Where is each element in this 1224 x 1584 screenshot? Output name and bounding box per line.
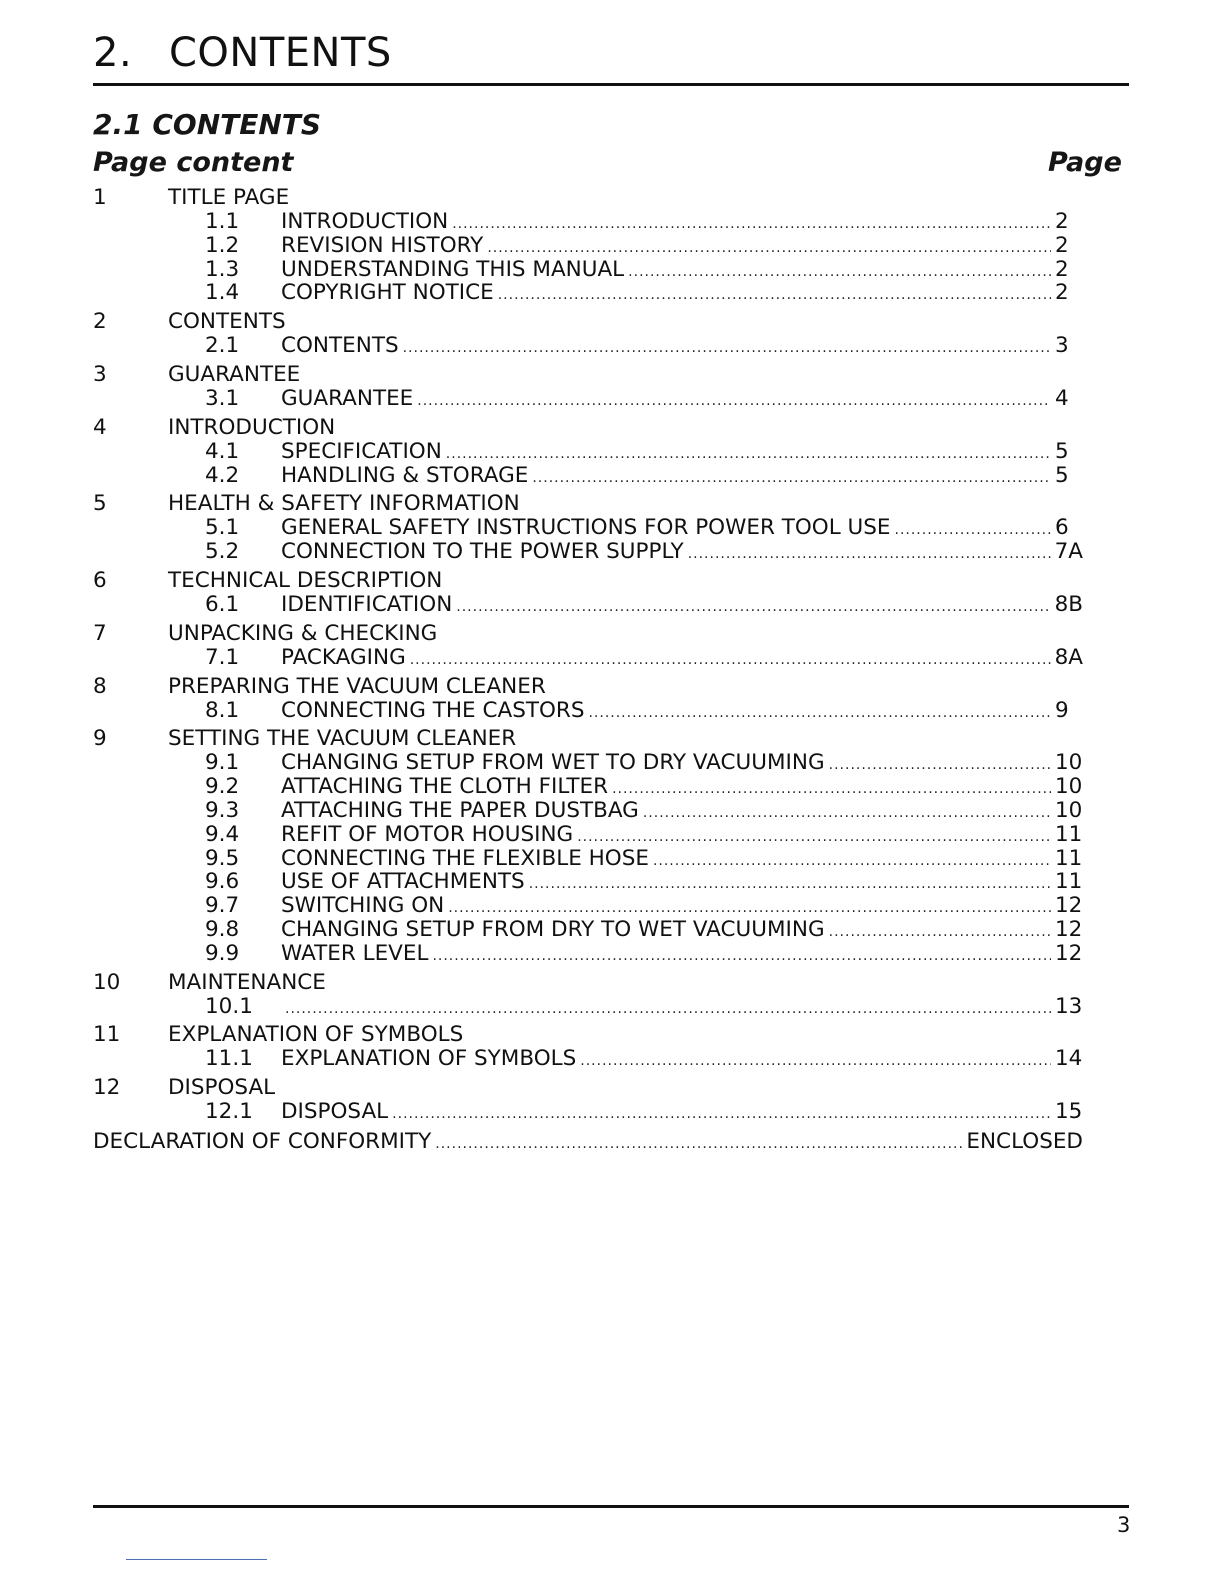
toc-chapter-title: SETTING THE VACUUM CLEANER	[168, 726, 517, 752]
toc-chapter-heading[interactable]	[93, 727, 1083, 751]
toc-chapter-heading[interactable]	[93, 310, 1083, 334]
toc-chapter-number: 10	[93, 969, 121, 995]
dot-leader	[498, 284, 1051, 308]
toc-entry-number: 5.1	[205, 515, 240, 541]
toc-entry[interactable]	[93, 775, 1083, 799]
toc-entry-title: REVISION HISTORY	[281, 232, 484, 258]
toc-entry-page: 2	[1055, 209, 1069, 234]
toc-entry-page: 11	[1055, 869, 1083, 895]
toc-entry-page: 6	[1055, 515, 1069, 541]
toc-entry-title: SWITCHING ON	[281, 893, 445, 919]
toc-declaration[interactable]	[93, 1129, 1083, 1155]
toc-entry[interactable]	[93, 540, 1083, 564]
toc-entry-number: 6.1	[205, 591, 240, 617]
toc-entry-page: 2	[1055, 256, 1069, 282]
toc-chapter-heading[interactable]	[93, 569, 1083, 593]
toc-chapter-heading[interactable]	[93, 363, 1083, 387]
dot-leader	[417, 390, 1051, 414]
dot-leader	[653, 850, 1051, 874]
toc-entry[interactable]	[93, 942, 1083, 966]
toc-subsection-list	[93, 995, 1083, 1019]
toc-entry-number: 4.1	[205, 438, 240, 464]
toc-entry-number: 9.2	[205, 774, 240, 800]
toc-chapter	[93, 186, 1083, 305]
dot-leader	[829, 754, 1051, 778]
toc-chapter	[93, 622, 1083, 670]
toc-chapter-title: GUARANTEE	[168, 361, 301, 387]
dot-leader	[829, 921, 1051, 945]
toc-chapter-heading[interactable]	[93, 492, 1083, 516]
toc-chapter-number: 11	[93, 1022, 121, 1048]
declaration-page: ENCLOSED	[966, 1128, 1083, 1154]
toc-entry[interactable]	[93, 210, 1083, 234]
dot-leader	[452, 213, 1051, 237]
toc-entry-number: 9.7	[205, 893, 240, 919]
toc-entry-page: 10	[1055, 750, 1083, 776]
toc-entry-number: 1.3	[205, 256, 240, 282]
page-number: 3	[1117, 1513, 1131, 1537]
toc-chapter-number: 2	[93, 309, 107, 335]
dot-leader	[588, 702, 1051, 726]
toc-entry-title: ATTACHING THE CLOTH FILTER	[281, 774, 609, 800]
dot-leader	[529, 873, 1051, 897]
toc-chapter-title: TECHNICAL DESCRIPTION	[168, 567, 443, 593]
toc-entry-page: 3	[1055, 333, 1069, 359]
toc-entry-page: 12	[1055, 893, 1083, 919]
toc-entry-title: IDENTIFICATION	[281, 591, 453, 617]
toc-entry-page: 2	[1055, 280, 1069, 306]
toc-entry-number: 2.1	[205, 333, 240, 359]
toc-entry-title: EXPLANATION OF SYMBOLS	[281, 1046, 577, 1072]
toc-chapter-title: EXPLANATION OF SYMBOLS	[168, 1022, 464, 1048]
toc-entry-title: UNDERSTANDING THIS MANUAL	[281, 256, 625, 282]
toc-entry-number: 3.1	[205, 385, 240, 411]
toc-entry[interactable]	[93, 699, 1083, 723]
toc-chapter-title: MAINTENANCE	[168, 969, 326, 995]
toc-entry-title: CONNECTION TO THE POWER SUPPLY	[281, 539, 684, 565]
toc-chapter	[93, 492, 1083, 564]
column-header-content: Page content	[93, 147, 294, 178]
toc-entry-number: 8.1	[205, 697, 240, 723]
toc-chapter	[93, 310, 1083, 358]
toc-chapter-heading[interactable]	[93, 416, 1083, 440]
top-divider	[93, 83, 1129, 86]
toc-entry-number: 9.1	[205, 750, 240, 776]
toc-entry[interactable]	[93, 258, 1083, 282]
toc-entry[interactable]	[93, 1047, 1083, 1071]
toc-entry-page: 5	[1055, 438, 1069, 464]
toc-entry-page: 14	[1055, 1046, 1083, 1072]
dot-leader	[628, 261, 1051, 285]
toc-entry-title: PACKAGING	[281, 644, 406, 670]
toc-chapter	[93, 1076, 1083, 1124]
toc-subsection-list	[93, 387, 1083, 411]
toc-entry-page: 9	[1055, 697, 1069, 723]
toc-chapter	[93, 727, 1083, 965]
toc-chapter	[93, 1023, 1083, 1071]
toc-entry[interactable]	[93, 847, 1083, 871]
toc-entry-title: CHANGING SETUP FROM WET TO DRY VACUUMING	[281, 750, 825, 776]
toc-entry-title: USE OF ATTACHMENTS	[281, 869, 525, 895]
toc-chapter-number: 5	[93, 491, 107, 517]
chapter-number: 2.	[93, 30, 133, 76]
toc-entry-number: 9.5	[205, 845, 240, 871]
toc-chapter-heading[interactable]	[93, 186, 1083, 210]
toc-chapter-title: UNPACKING & CHECKING	[168, 620, 438, 646]
toc-entry-title: INTRODUCTION	[281, 209, 449, 234]
toc-entry-number: 10.1	[205, 993, 253, 1019]
toc-entry-number: 1.2	[205, 232, 240, 258]
toc-entry-number: 9.4	[205, 821, 240, 847]
footer-link-underline	[126, 1559, 267, 1560]
toc-chapter-title: PREPARING THE VACUUM CLEANER	[168, 673, 546, 699]
toc-entry-title: CONTENTS	[281, 333, 399, 359]
toc-entry-page: 11	[1055, 821, 1083, 847]
toc-entry-title: DISPOSAL	[281, 1099, 389, 1125]
chapter-title-text: CONTENTS	[169, 30, 392, 76]
toc-chapter	[93, 569, 1083, 617]
toc-entry-page: 2	[1055, 232, 1069, 258]
declaration-title: DECLARATION OF CONFORMITY	[93, 1128, 432, 1154]
toc-entry-title: GENERAL SAFETY INSTRUCTIONS FOR POWER TOOL USE	[281, 515, 891, 541]
toc-subsection-list	[93, 516, 1083, 564]
dot-leader	[895, 519, 1052, 543]
toc-entry-page: 12	[1055, 916, 1083, 942]
toc-entry[interactable]	[93, 593, 1083, 617]
toc-entry[interactable]	[93, 464, 1083, 488]
toc-entry-title: HANDLING & STORAGE	[281, 462, 529, 488]
toc-entry[interactable]	[93, 281, 1083, 305]
toc-entry-number: 12.1	[205, 1099, 253, 1125]
toc-subsection-list	[93, 440, 1083, 488]
toc-entry[interactable]	[93, 751, 1083, 775]
toc-entry-title: CHANGING SETUP FROM DRY TO WET VACUUMING	[281, 916, 825, 942]
toc-chapter-heading[interactable]	[93, 1076, 1083, 1100]
toc-entry-number: 4.2	[205, 462, 240, 488]
toc-entry-title: CONNECTING THE CASTORS	[281, 697, 585, 723]
toc-subsection-list	[93, 593, 1083, 617]
toc-subsection-list	[93, 210, 1083, 305]
section-title: 2.1 CONTENTS	[93, 108, 322, 141]
toc-chapter-title: INTRODUCTION	[168, 414, 336, 440]
toc-entry-number: 9.8	[205, 916, 240, 942]
toc-entry-number: 1.4	[205, 280, 240, 306]
toc-chapter	[93, 363, 1083, 411]
toc-entry[interactable]	[93, 1100, 1083, 1124]
toc-entry-page: 13	[1055, 993, 1083, 1019]
dot-leader	[446, 443, 1051, 467]
toc-entry[interactable]	[93, 823, 1083, 847]
dot-leader	[532, 467, 1051, 491]
toc-entry-page: 11	[1055, 845, 1083, 871]
toc-entry-page: 7A	[1054, 539, 1083, 565]
toc-chapter-title: HEALTH & SAFETY INFORMATION	[168, 491, 520, 517]
dot-leader	[435, 1131, 962, 1157]
toc-subsection-list	[93, 334, 1083, 358]
dot-leader	[392, 1103, 1051, 1127]
toc-chapter-title: CONTENTS	[168, 309, 286, 335]
toc-chapter-number: 3	[93, 361, 107, 387]
dot-leader	[643, 802, 1051, 826]
toc-entry[interactable]	[93, 918, 1083, 942]
toc-chapter	[93, 971, 1083, 1019]
toc-chapter-heading[interactable]	[93, 971, 1083, 995]
toc-chapter-title: DISPOSAL	[168, 1075, 276, 1101]
toc-entry-number: 9.6	[205, 869, 240, 895]
toc-entry-number: 9.9	[205, 940, 240, 966]
toc-subsection-list	[93, 1100, 1083, 1124]
toc-entry-title: REFIT OF MOTOR HOUSING	[281, 821, 574, 847]
toc-chapter-heading[interactable]	[93, 675, 1083, 699]
toc-entry-number: 7.1	[205, 644, 240, 670]
chapter-title	[93, 30, 392, 76]
toc-entry-title: WATER LEVEL	[281, 940, 429, 966]
dot-leader	[612, 778, 1051, 802]
toc-chapter-number: 1	[93, 185, 107, 210]
toc-chapter	[93, 675, 1083, 723]
dot-leader	[403, 337, 1051, 361]
column-header-page: Page	[1048, 147, 1122, 178]
toc-chapter-heading[interactable]	[93, 622, 1083, 646]
toc-entry-number: 1.1	[205, 209, 240, 234]
toc-entry-page: 15	[1055, 1099, 1083, 1125]
dot-leader	[432, 945, 1051, 969]
toc-subsection-list	[93, 751, 1083, 965]
toc-chapter-number: 8	[93, 673, 107, 699]
toc-chapter-number: 12	[93, 1075, 121, 1101]
toc-entry-number: 5.2	[205, 539, 240, 565]
toc-chapter-number: 6	[93, 567, 107, 593]
toc-entry[interactable]	[93, 894, 1083, 918]
toc-entry-number: 11.1	[205, 1046, 253, 1072]
bottom-divider	[93, 1505, 1129, 1508]
toc-entry-page: 8B	[1054, 591, 1083, 617]
toc-chapter-number: 9	[93, 726, 107, 752]
toc-chapter-heading[interactable]	[93, 1023, 1083, 1047]
table-of-contents	[93, 186, 1083, 1155]
toc-entry-number: 9.3	[205, 797, 240, 823]
dot-leader	[285, 998, 1051, 1022]
dot-leader	[410, 649, 1051, 673]
toc-chapter-title: TITLE PAGE	[168, 185, 290, 210]
toc-entry[interactable]	[93, 646, 1083, 670]
toc-entry[interactable]	[93, 799, 1083, 823]
toc-entry-title: GUARANTEE	[281, 385, 414, 411]
toc-entry-page: 10	[1055, 774, 1083, 800]
toc-subsection-list	[93, 646, 1083, 670]
toc-entry-title: ATTACHING THE PAPER DUSTBAG	[281, 797, 639, 823]
toc-entry[interactable]	[93, 995, 1083, 1019]
toc-entry-page: 4	[1055, 385, 1069, 411]
dot-leader	[456, 596, 1050, 620]
toc-subsection-list	[93, 699, 1083, 723]
toc-entry-page: 10	[1055, 797, 1083, 823]
toc-entry[interactable]	[93, 234, 1083, 258]
toc-subsection-list	[93, 1047, 1083, 1071]
toc-entry[interactable]	[93, 387, 1083, 411]
toc-entry[interactable]	[93, 334, 1083, 358]
toc-chapter-number: 4	[93, 414, 107, 440]
dot-leader	[580, 1050, 1051, 1074]
dot-leader	[688, 543, 1051, 567]
toc-chapter	[93, 416, 1083, 488]
toc-entry-title: CONNECTING THE FLEXIBLE HOSE	[281, 845, 649, 871]
toc-entry[interactable]	[93, 440, 1083, 464]
toc-entry-title: COPYRIGHT NOTICE	[281, 280, 494, 306]
toc-entry[interactable]	[93, 870, 1083, 894]
toc-entry-page: 5	[1055, 462, 1069, 488]
toc-entry[interactable]	[93, 516, 1083, 540]
toc-entry-page: 8A	[1054, 644, 1083, 670]
toc-chapter-number: 7	[93, 620, 107, 646]
toc-entry-page: 12	[1055, 940, 1083, 966]
toc-entry-title: SPECIFICATION	[281, 438, 442, 464]
